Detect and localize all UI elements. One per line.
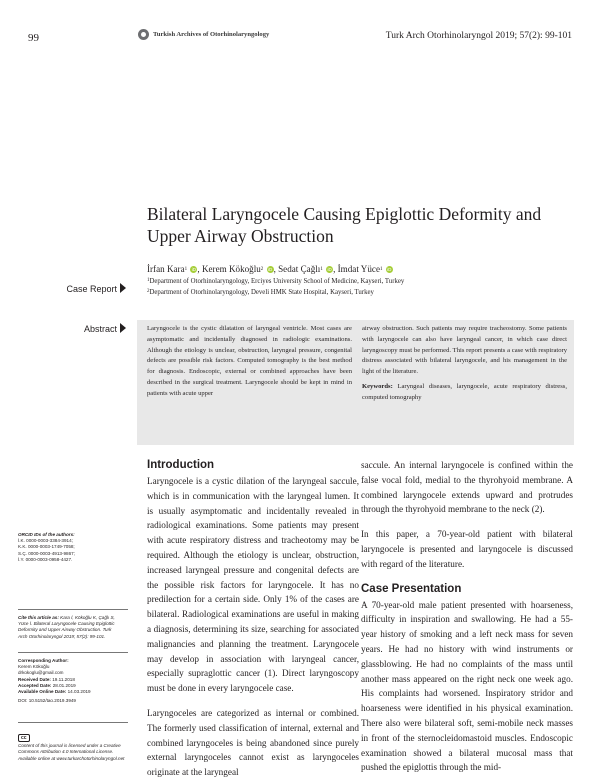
creative-commons-icon: cc [18,734,30,742]
article-type-text: Case Report [66,284,117,294]
keywords [362,382,567,404]
body-column-right [361,458,573,782]
orcid-icon[interactable]: iD [191,267,197,272]
cite-line: Deformity and Upper Airway Obstruction. Turk [18,627,112,633]
cite-text: Kara İ, Kökoğlu K, Çağlı S, [60,615,115,620]
body-paragraph: In this paper, a 70-year-old patient with bilateral laryngocele is presented and laryngocele is discussed with regard of the literature. [361,529,573,569]
cite-block [18,615,128,640]
author-name: Sedat Çağlı [278,264,321,274]
abstract-text-right: airway obstruction. Such patients may require tracheostomy. Some patients with laryngocele can also have laryngeal cancer, in which case direct laryngoscopy must be performed. This report presents a case with respiratory distress associated with bilateral laryngocele, and his management in the light of the literature. [362,325,567,376]
abstract-label-text: Abstract [83,324,117,334]
author-affiliation-number: 2 [260,267,264,272]
affiliation [147,289,374,296]
date-label: Available Online Date: [18,689,67,695]
author-name: İmdat Yüce [337,264,380,274]
date-value: 28.01.2019 [52,682,76,688]
correspondence-line: Kerem Kökoğlu [18,664,50,670]
orcid-icon[interactable]: iD [327,267,332,272]
orcid-ids-block [18,532,128,563]
cite-line: Arch Otorhinolaryngol 2019; 57(2): 99-101. [18,633,106,639]
cite-line: Yüce İ. Bilateral Laryngocele Causing Epiglottic [18,621,115,627]
orcid-line: İ.Y. 0000-0003-0958-4427. [18,556,73,562]
date-value: 19.11.2018 [52,676,75,682]
affiliation-text: Department of Otorhinolaryngology, Develi HMK State Hospital, Kayseri, Turkey [149,289,374,296]
author-affiliation-number: 1 [379,267,383,272]
date-label: Received Date: [18,676,51,682]
journal-citation: Turk Arch Otorhinolaryngol 2019; 57(2): 99-101 [385,31,572,41]
orcid-icon[interactable]: iD [267,267,273,272]
journal-brand-name: Turkish Archives of Otorhinolaryngology [153,31,270,38]
cite-title: Cite this article as: [18,615,59,620]
sidebar-divider [18,722,128,723]
orcid-line: K.K. 0000-0003-1749-7058; [18,544,75,550]
affiliation-text: Department of Otorhinolaryngology, Erciyes University School of Medicine, Kayseri, Turkey [149,278,405,285]
abstract-label [84,323,126,334]
license-block [18,734,128,762]
license-line: Commons Attribution 4.0 International License. [18,749,114,755]
author-affiliation-number: 1 [320,267,323,272]
date-label: Accepted Date: [18,682,52,688]
page-number: 99 [28,32,39,44]
affiliation-number: 1 [147,278,150,283]
dates-block [18,658,128,704]
license-line: Content of this journal is licensed under a Creative [18,743,121,749]
article-type-label [66,283,126,294]
keywords-label: Keywords: [362,382,393,390]
date-value: 14.03.2019 [67,689,91,695]
date-line [18,689,128,695]
chevron-right-icon [120,323,126,333]
author-list: İrfan Kara$^1$ iD, Kerem Kökoğlu$^2$ iD, Sedat Çağlı$^1$ iD, İmdat Yüce$^1$ iD [147,264,392,274]
sidebar-divider [18,609,128,610]
orcid-title: ORCID IDs of the authors: [18,532,75,537]
body-paragraph: saccule. An internal laryngocele is confined within the false vocal fold, medial to the thyrohyoid membrane. A combined laryngocele extends upward and protrudes through the thyrohyoid membrane to the neck (2). [361,460,573,515]
body-paragraph: A 70-year-old male patient presented with hoarseness, difficulty in inspiration and swallowing. He had a 55-year history of smoking and a left neck mass for seven years. He had no history with wind instruments or glassblowing. He had no complaints of the mass until another mass appeared on the right neck one week ago. His complaints had worsened. Inspiratory stridor and hoarseness were identified in his physical examination. There also were bilateral soft, semi-mobile neck masses in front of the sternocleidomastoid muscles. Endoscopic examination showed a bilateral mucosal mass that pushed the epiglottis through the mid- [361,599,573,773]
abstract-box [137,320,574,445]
correspondence-line[interactable]: drkokoglu@gmail.com [18,670,64,676]
correspondence-label: Corresponding Author: [18,658,69,663]
doi[interactable]: DOI: 10.5152/tao.2019.3949 [18,698,76,704]
body-paragraph: Laryngocele is a cystic dilation of the laryngeal saccule, which is in communication with the laryngeal lumen. It is usually asymptomatic and incidentally revealed in radiological examinations. Some patients may present with acute respiratory distress and tracheotomy may be required. Although the etiology is unclear, obstruction, increased laryngeal pressure and congenital defects are the possible risk factors for laryngocele. It has no predilection for a certain side. Only 1% of the cases are bilateral. Radiological examinations are useful in making a diagnosis, determining its size, searching for associated malignancies and planning the treatment. Laryngocele may develop in association with laryngeal cancer, especially supraglottic cancer (1). Direct laryngoscopy must be done in every laryngocele case. [147,476,359,694]
journal-brand [138,29,269,40]
orcid-line: S.Ç. 0000-0003-4913-9867; [18,550,75,556]
affiliation-number: 2 [147,289,150,294]
author-affiliation-number: 1 [184,267,188,272]
abstract-right-column [362,324,567,404]
sidebar-divider [18,652,128,653]
orcid-icon[interactable]: iD [387,267,392,272]
author-name: İrfan Kara [147,264,185,274]
author-name: Kerem Kökoğlu [201,264,261,274]
keywords-text: Laryngeal diseases, laryngocele, acute respiratory distress, computed tomography [362,382,567,401]
journal-logo-icon [138,29,149,40]
body-column-left [147,458,359,782]
introduction-heading: Introduction [147,459,215,471]
case-presentation-heading: Case Presentation [361,582,462,595]
body-paragraph: Laryngoceles are categorized as internal or combined. The formerly used classification of internal, external and combined laryngoceles is being abandoned since purely external laryngoceles cannot exist as laryngoceles originate at the laryngeal [147,707,359,778]
orcid-line: İ.K. 0000-0003-3384-3914; [18,538,73,544]
license-line[interactable]: Available online at www.turkarchotorhinolaryngol.net [18,755,125,761]
abstract-text-left: Laryngocele is the cystic dilatation of laryngeal ventricle. Most cases are asymptomatic and incidentally diagnosed in radiologic examinations. Although the etiology is unclear, obstruction, laryngeal pressure, congenital defects are possible risk factors. Computed tomography is the best method for diagnosis. Endoscopic, external or combined approaches have been described in the surgical treatment. Laryngocele should be kept in mind in patients with acute upper [147,325,352,397]
article-title: Bilateral Laryngocele Causing Epiglottic Deformity and Upper Airway Obstruction [147,204,542,246]
chevron-right-icon [120,283,126,293]
affiliation [147,278,404,285]
